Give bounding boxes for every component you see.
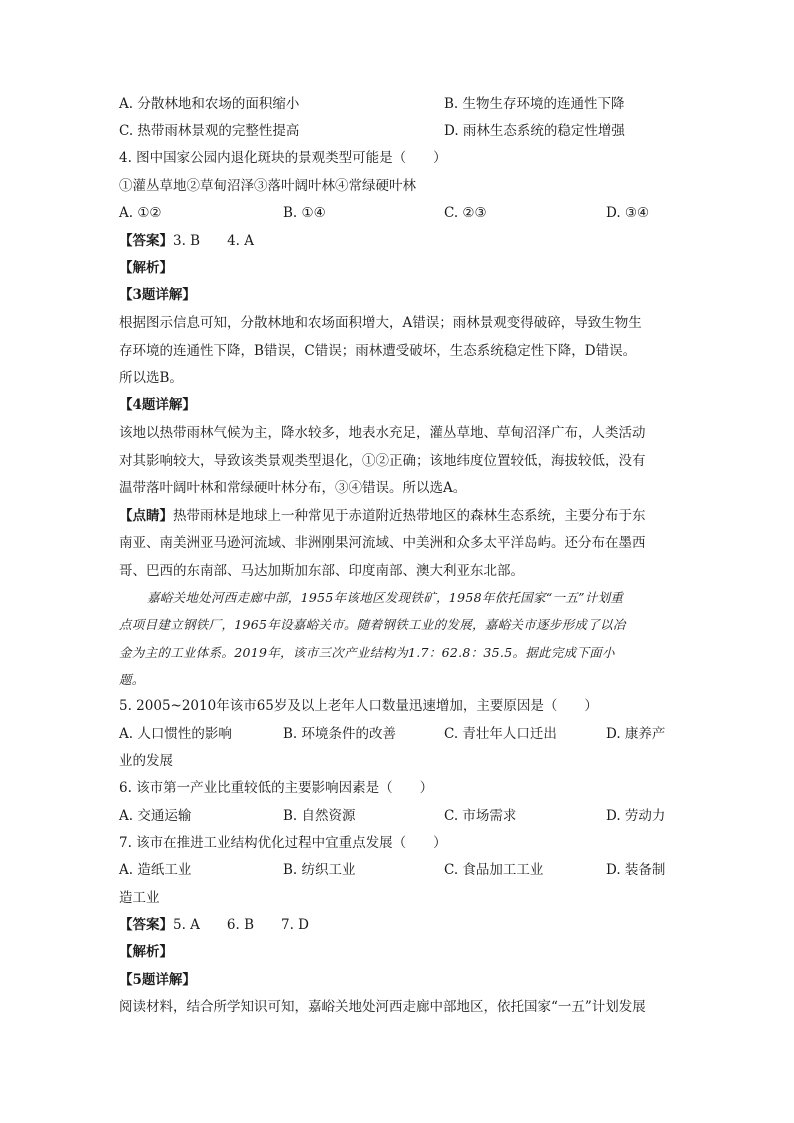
q7-stem: 7. 该市在推进工业结构优化过程中宜重点发展（ ） xyxy=(119,835,447,851)
q6-option-b: B. 自然资源 xyxy=(283,808,356,824)
material-line: 题。 xyxy=(119,672,145,687)
detail-3-line: 所以选B。 xyxy=(119,370,183,386)
q5-stem: 5. 2005~2010年该市65岁及以上老年人口数量迅速增加，主要原因是（ ） xyxy=(119,698,598,714)
q6-stem: 6. 该市第一产业比重较低的主要影响因素是（ ） xyxy=(119,780,434,796)
point-line: 南亚、南美洲亚马逊河流域、非洲刚果河流域、中美洲和众多太平洋岛屿。还分布在墨西 xyxy=(119,535,646,551)
q5-option-b: B. 环境条件的改善 xyxy=(283,726,397,742)
q7-option-d-cont: 造工业 xyxy=(119,890,160,906)
q3-option-b: B. 生物生存环境的连通性下降 xyxy=(444,96,625,112)
detail-4-line: 该地以热带雨林气候为主，降水较多，地表水充足，灌丛草地、草甸沼泽广布，人类活动 xyxy=(119,425,646,441)
detail-5-line: 阅读材料，结合所学知识可知，嘉峪关地处河西走廊中部地区，依托国家“一五”计划发展 xyxy=(119,999,646,1015)
detail-3-line: 存环境的连通性下降，B错误，C错误；雨林遭受破坏，生态系统稳定性下降，D错误。 xyxy=(119,343,637,359)
q7-option-b: B. 纺织工业 xyxy=(283,862,356,878)
q7-option-c: C. 食品加工工业 xyxy=(444,862,544,878)
q4-option-a: A. ①② xyxy=(119,205,162,221)
q4-option-d: D. ③④ xyxy=(606,205,650,221)
q3-option-c: C. 热带雨林景观的完整性提高 xyxy=(119,123,300,139)
q5-option-d: D. 康养产 xyxy=(606,726,666,742)
answer-row-1 xyxy=(119,231,254,251)
q4-option-b: B. ①④ xyxy=(283,205,326,221)
q6-option-a: A. 交通运输 xyxy=(119,808,192,824)
material-line: 金为主的工业体系。2019年，该市三次产业结构为1.7：62.8：35.5。据此完成下面小 xyxy=(119,645,615,660)
q6-option-d: D. 劳动力 xyxy=(606,808,666,824)
answer-text: 3. B 4. A xyxy=(173,233,255,249)
answer-row-2 xyxy=(119,915,309,935)
analysis-label: 【解析】 xyxy=(119,944,173,960)
detail-4-line: 温带落叶阔叶林和常绿硬叶林分布，③④错误。所以选A。 xyxy=(119,480,467,496)
detail-3-line: 根据图示信息可知，分散林地和农场面积增大，A错误；雨林景观变得破碎，导致生物生 xyxy=(119,315,642,331)
q4-choices: ①灌丛草地②草甸沼泽③落叶阔叶林④常绿硬叶林 xyxy=(119,178,416,194)
detail-4-line: 对其影响较大，导致该类景观类型退化，①②正确；该地纬度位置较低，海拔较低，没有 xyxy=(119,453,646,469)
point-label: 【点睛】 xyxy=(119,508,173,524)
q7-option-d: D. 装备制 xyxy=(606,862,666,878)
material-line: 嘉峪关地处河西走廊中部，1955年该地区发现铁矿，1958年依托国家“一五”计划重 xyxy=(147,590,624,605)
q5-option-d-cont: 业的发展 xyxy=(119,753,173,769)
q4-option-c: C. ②③ xyxy=(444,205,487,221)
point-line: 哥、巴西的东南部、马达加斯加东部、印度南部、澳大利亚东北部。 xyxy=(119,563,524,579)
q5-option-c: C. 青壮年人口迁出 xyxy=(444,726,557,742)
q3-option-a: A. 分散林地和农场的面积缩小 xyxy=(119,96,300,112)
answer-text: 5. A 6. B 7. D xyxy=(173,917,310,933)
detail-5-heading: 【5题详解】 xyxy=(119,972,196,988)
analysis-label: 【解析】 xyxy=(119,260,173,276)
detail-3-heading: 【3题详解】 xyxy=(119,287,196,303)
q7-option-a: A. 造纸工业 xyxy=(119,862,192,878)
point-line-1: 【点睛】热带雨林是地球上一种常见于赤道附近热带地区的森林生态系统，主要分布于东 xyxy=(119,508,646,524)
q3-option-d: D. 雨林生态系统的稳定性增强 xyxy=(444,123,625,139)
answer-label: 【答案】 xyxy=(119,233,173,249)
answer-label: 【答案】 xyxy=(119,917,173,933)
material-line: 点项目建立钢铁厂，1965年设嘉峪关市。随着钢铁工业的发展，嘉峪关市逐步形成了以冶 xyxy=(119,617,626,632)
q5-option-a: A. 人口惯性的影响 xyxy=(119,726,232,742)
detail-4-heading: 【4题详解】 xyxy=(119,397,196,413)
q6-option-c: C. 市场需求 xyxy=(444,808,517,824)
q4-stem: 4. 图中国家公园内退化斑块的景观类型可能是（ ） xyxy=(119,150,447,166)
